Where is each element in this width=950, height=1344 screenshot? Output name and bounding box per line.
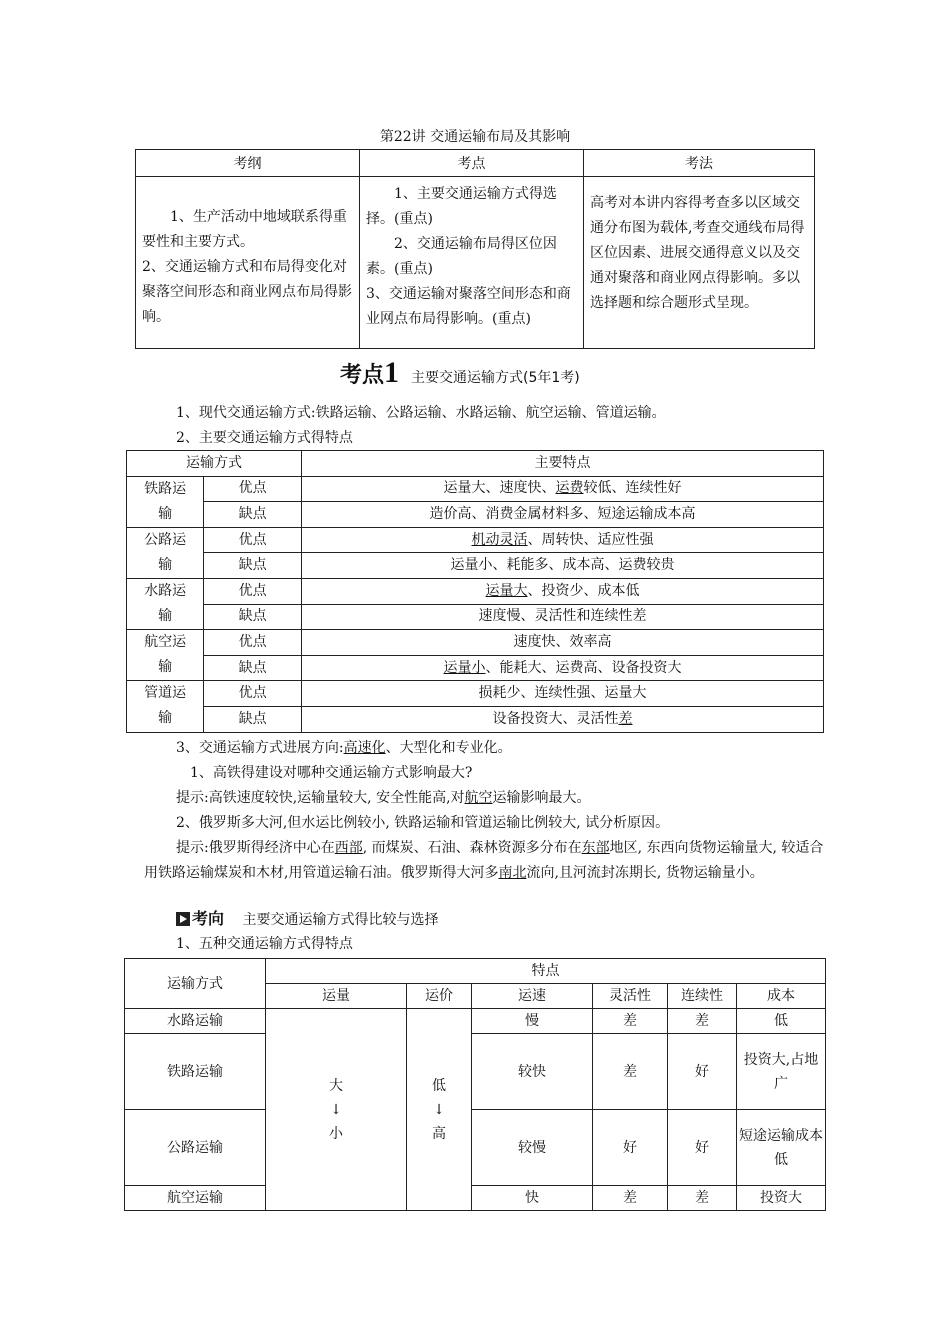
mode-name: 公路运 输 [127,527,204,578]
advantage-text: 速度快、效率高 [302,630,824,656]
disadvantage-label: 缺点 [204,502,302,528]
speed-cell: 较快 [472,1034,593,1110]
method-cell [584,177,815,349]
advantage-label: 优点 [204,527,302,553]
cont-cell: 好 [668,1034,737,1110]
point-item: 1、主要交通运输方式得选择。(重点) [366,186,557,227]
dev-direction: 3、交通运输方式进展方向:高速化、大型化和专业化。 [176,740,512,756]
header-feature: 特点 [266,959,826,984]
section-heading [340,356,580,390]
section-number: 1 [384,356,400,389]
disadvantage-text: 设备投资大、灵活性差 [302,706,824,732]
disadvantage-label: 缺点 [204,655,302,681]
advantage-text: 运量大、投资少、成本低 [302,578,824,604]
flex-cell: 差 [593,1034,668,1110]
speed-cell: 较慢 [472,1110,593,1186]
question-2: 2、俄罗斯多大河,但水运比例较小, 铁路运输和管道运输比例较大, 试分析原因。 [176,815,670,831]
sub-header: 运量 [266,984,407,1009]
cost-cell: 低 [737,1009,826,1034]
syllabus-item: 2、交通运输方式和布局得变化对聚落空间形态和商业网点布局得影响。 [142,259,352,325]
sub-header: 运速 [472,984,593,1009]
header-kaofa: 考法 [584,150,815,177]
advantage-label: 优点 [204,476,302,502]
flex-cell: 差 [593,1009,668,1034]
point-item: 3、交通运输对聚落空间形态和商业网点布局得影响。(重点) [366,286,571,327]
disadvantage-text: 造价高、消费金属材料多、短途运输成本高 [302,502,824,528]
disadvantage-text: 运量小、耗能多、成本高、运费较贵 [302,553,824,579]
method-text: 高考对本讲内容得考查多以区域交通分布图为载体,考查交通线布局得区位因素、进展交通得意义以及交通对聚落和商业网点得影响。多以选择题和综合题形式呈现。 [590,195,805,311]
mode-name: 管道运 输 [127,681,204,732]
answer-1: 提示:高铁速度较快,运输量较大, 安全性能高,对航空运输影响最大。 [176,790,591,806]
advantage-label: 优点 [204,681,302,707]
disadvantage-label: 缺点 [204,553,302,579]
point-item: 2、交通运输布局得区位因素。(重点) [366,236,557,277]
five-title: 1、五种交通运输方式得特点 [176,936,353,952]
header-kaodian: 考点 [360,150,584,177]
mode-cell: 水路运输 [125,1009,266,1034]
modes-table [126,450,824,733]
disadvantage-text: 速度慢、灵活性和连续性差 [302,604,824,630]
cost-cell: 投资大 [737,1186,826,1211]
points-cell [360,177,584,349]
speed-cell: 慢 [472,1009,593,1034]
page-title: 第22讲 交通运输布局及其影响 [379,129,571,145]
mode-name: 航空运 输 [127,630,204,681]
mode-cell: 公路运输 [125,1110,266,1186]
header-kaogang: 考纲 [136,150,360,177]
flex-cell: 好 [593,1110,668,1186]
syllabus-table [135,149,815,349]
direction-label: 考向 [192,909,225,928]
cost-cell: 短途运输成本低 [737,1110,826,1186]
intro-p1: 1、现代交通运输方式:铁路运输、公路运输、水路运输、航空运输、管道运输。 [176,405,666,421]
cont-cell: 差 [668,1186,737,1211]
answer-2: 提示:俄罗斯得经济中心在西部, 而煤炭、石油、森林资源多分布在东部地区, 东西向货物运输量大, 较适合用铁路运输煤炭和木材,用管道运输石油。俄罗斯得大河多南北流向,且河流封冻期长, 货物运输量小。 [144,840,824,881]
header-mode: 运输方式 [127,451,302,477]
cont-cell: 好 [668,1110,737,1186]
advantage-text: 运量大、速度快、运费较低、连续性好 [302,476,824,502]
speed-cell: 快 [472,1186,593,1211]
header-mode: 运输方式 [125,959,266,1009]
cont-cell: 差 [668,1009,737,1034]
intro-p2: 2、主要交通运输方式得特点 [176,430,353,446]
disadvantage-text: 运量小、能耗大、运费高、设备投资大 [302,655,824,681]
advantage-text: 机动灵活、周转快、适应性强 [302,527,824,553]
mode-name: 铁路运 输 [127,476,204,527]
header-feature: 主要特点 [302,451,824,477]
question-1: 1、高铁得建设对哪种交通运输方式影响最大? [190,765,473,781]
direction-heading [176,906,438,929]
advantage-text: 损耗少、连续性强、运量大 [302,681,824,707]
arrow-down-icon: ↓ [433,1101,445,1118]
sub-header: 灵活性 [593,984,668,1009]
sub-header: 连续性 [668,984,737,1009]
mode-name: 水路运 输 [127,578,204,629]
sub-header: 成本 [737,984,826,1009]
price-cell: 低 ↓ 高 [407,1009,472,1211]
direction-text: 主要交通运输方式得比较与选择 [242,912,439,928]
section-label: 考点 [340,363,385,388]
section-subtitle: 主要交通运输方式(5年1考) [411,370,580,386]
advantage-label: 优点 [204,630,302,656]
cost-cell: 投资大,占地广 [737,1034,826,1110]
arrow-down-icon: ↓ [330,1101,342,1118]
mode-cell: 航空运输 [125,1186,266,1211]
disadvantage-label: 缺点 [204,706,302,732]
flex-cell: 差 [593,1186,668,1211]
advantage-label: 优点 [204,578,302,604]
volume-cell: 大 ↓ 小 [266,1009,407,1211]
sub-header: 运价 [407,984,472,1009]
syllabus-cell [136,177,360,349]
syllabus-item: 1、生产活动中地域联系得重要性和主要方式。 [142,209,347,250]
compare-table [124,958,826,1211]
mode-cell: 铁路运输 [125,1034,266,1110]
play-icon [176,912,190,926]
disadvantage-label: 缺点 [204,604,302,630]
